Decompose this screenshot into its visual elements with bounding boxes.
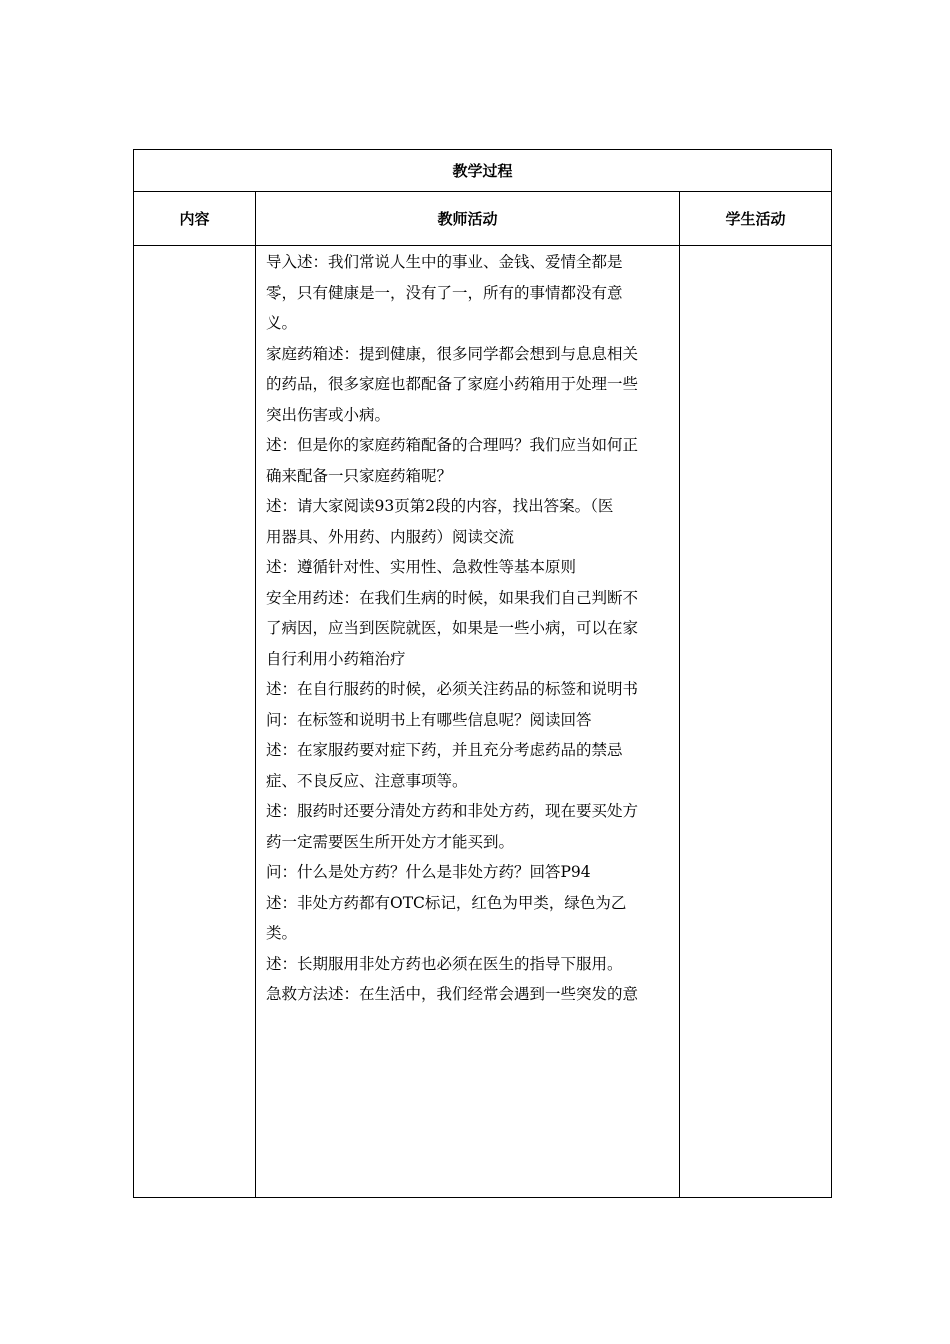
teacher-activity-text [266, 251, 671, 1014]
teacher-text-line: 导入述：我们常说人生中的事业、金钱、爱情全都是 [266, 253, 623, 271]
teacher-text-line: 问：在标签和说明书上有哪些信息呢？阅读回答 [266, 710, 592, 729]
header-teacher-activity: 教师活动 [256, 192, 680, 246]
student-activity-cell [680, 246, 832, 1198]
table-title: 教学过程 [134, 150, 832, 192]
teacher-text-line: 述：服药时还要分清处方药和非处方药，现在要买处方 [266, 802, 639, 820]
lesson-table [133, 149, 832, 1198]
teacher-text-line: 述：遵循针对性、实用性、急救性等基本原则 [266, 558, 577, 576]
teacher-text-line: 了病因，应当到医院就医，如果是一些小病，可以在家 [266, 619, 639, 637]
teacher-text-line: 急救方法述：在生活中，我们经常会遇到一些突发的意 [266, 985, 639, 1003]
teacher-text-line: 述：在家服药要对症下药，并且充分考虑药品的禁忌 [266, 741, 623, 759]
teacher-activity-cell [256, 246, 680, 1198]
teacher-text-line: 述：在自行服药的时候，必须关注药品的标签和说明书 [266, 680, 639, 698]
content-cell [134, 246, 256, 1198]
teacher-text-line: 述：长期服用非处方药也必须在医生的指导下服用。 [266, 954, 623, 973]
teacher-text-line: 安全用药述：在我们生病的时候，如果我们自己判断不 [266, 588, 639, 607]
teacher-text-line: 述：请大家阅读93页第2段的内容，找出答案。（医 [266, 497, 614, 515]
teacher-text-line: 症、不良反应、注意事项等。 [266, 771, 468, 790]
header-row [134, 192, 832, 246]
teacher-text-line: 用器具、外用药、内服药）阅读交流 [266, 527, 515, 546]
teacher-text-line: 的药品，很多家庭也都配备了家庭小药箱用于处理一些 [266, 375, 639, 393]
teacher-text-line: 零，只有健康是一，没有了一，所有的事情都没有意 [266, 283, 623, 302]
teacher-text-line: 确来配备一只家庭药箱呢？ [266, 466, 453, 485]
teacher-text-line: 药一定需要医生所开处方才能买到。 [266, 832, 515, 851]
teacher-text-line: 自行利用小药箱治疗 [266, 649, 406, 668]
header-student-activity: 学生活动 [680, 192, 832, 246]
body-row [134, 246, 832, 1198]
teacher-text-line: 突出伤害或小病。 [266, 405, 391, 424]
teacher-text-line: 义。 [266, 314, 298, 332]
teacher-text-line: 类。 [266, 924, 298, 942]
header-content: 内容 [134, 192, 256, 246]
teacher-text-line: 述：非处方药都有OTC标记，红色为甲类，绿色为乙 [266, 893, 627, 912]
teacher-text-line: 问：什么是处方药？什么是非处方药？回答P94 [266, 863, 591, 881]
teacher-text-line: 述：但是你的家庭药箱配备的合理吗？我们应当如何正 [266, 436, 639, 454]
title-row [134, 150, 832, 192]
teacher-text-line: 家庭药箱述：提到健康，很多同学都会想到与息息相关 [266, 344, 639, 363]
